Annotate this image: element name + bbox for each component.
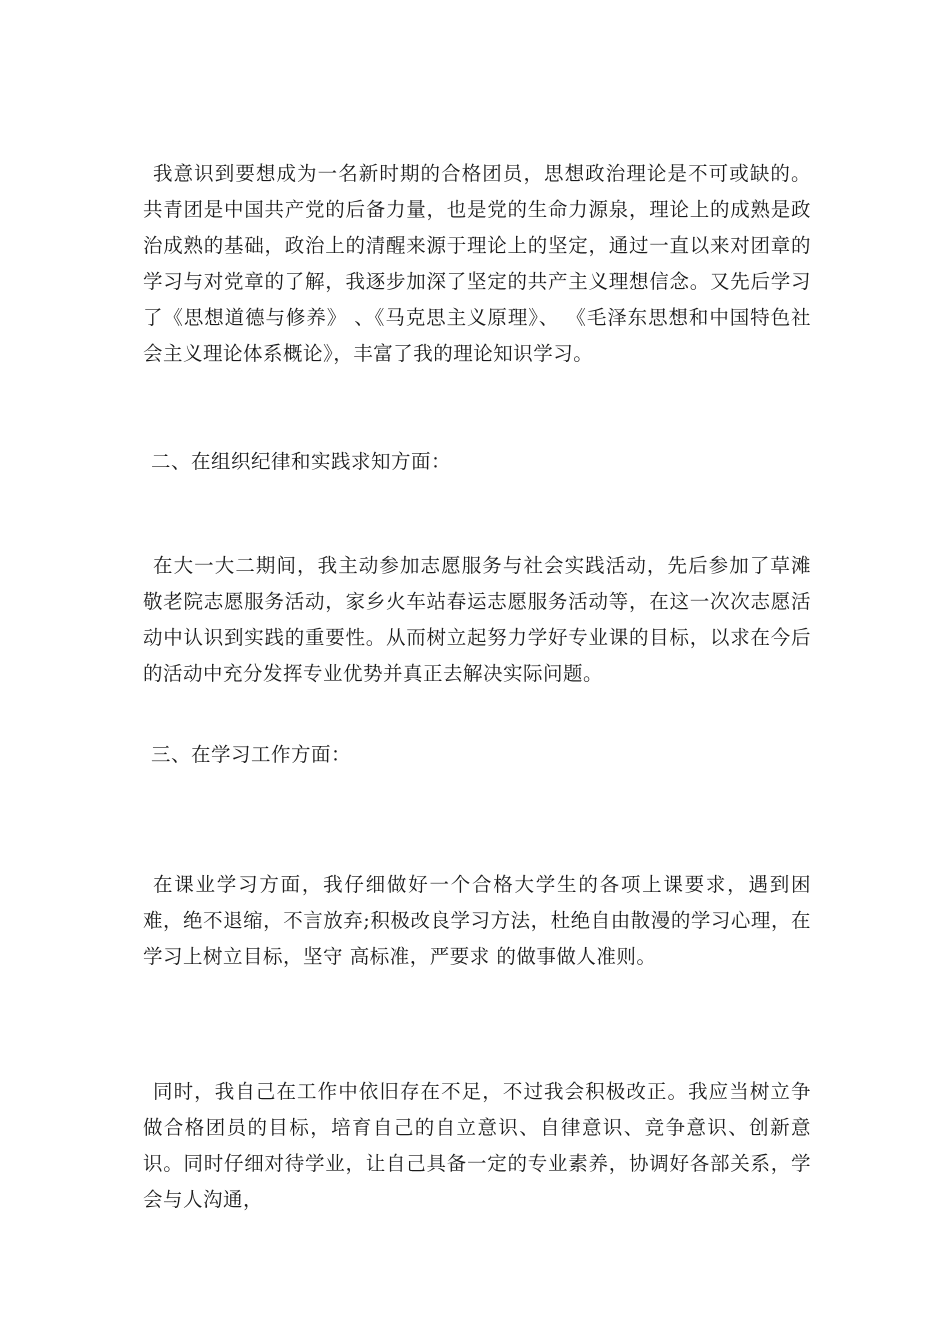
paragraph-coursework: 在课业学习方面，我仔细做好一个合格大学生的各项上课要求，遇到困难，绝不退缩，不言放弃;积极改良学习方法，杜绝自由散漫的学习心理，在学习上树立目标，坚守 高标准，严要求 的做事做人准则。	[143, 873, 811, 968]
paragraph-volunteer-practice: 在大一大二期间，我主动参加志愿服务与社会实践活动，先后参加了草滩敬老院志愿服务活动，家乡火车站春运志愿服务活动等，在这一次次志愿活动中认识到实践的重要性。从而树立起努力学好专业课的目标，以求在今后的活动中充分发挥专业优势并真正去解决实际问题。	[143, 554, 811, 685]
section-heading-discipline-practice: 二、在组织纪律和实践求知方面：	[151, 450, 452, 473]
paragraph-self-improvement: 同时，我自己在工作中依旧存在不足，不过我会积极改正。我应当树立争做合格团员的目标，培育自己的自立意识、自律意识、竞争意识、创新意识。同时仔细对待学业，让自己具备一定的专业素养，协调好各部关系，学会与人沟通，	[143, 1080, 811, 1211]
section-heading-study-work: 三、在学习工作方面：	[151, 743, 352, 766]
paragraph-theory-study: 我意识到要想成为一名新时期的合格团员，思想政治理论是不可或缺的。共青团是中国共产党的后备力量，也是党的生命力源泉，理论上的成熟是政治成熟的基础，政治上的清醒来源于理论上的坚定，通过一直以来对团章的学习与对党章的了解，我逐步加深了坚定的共产主义理想信念。又先后学习了《思想道德与修养》 、《马克思主义原理》、 《毛泽东思想和中国特色社会主义理论体系概论》，丰富了我的理论知识学习。	[143, 162, 811, 365]
